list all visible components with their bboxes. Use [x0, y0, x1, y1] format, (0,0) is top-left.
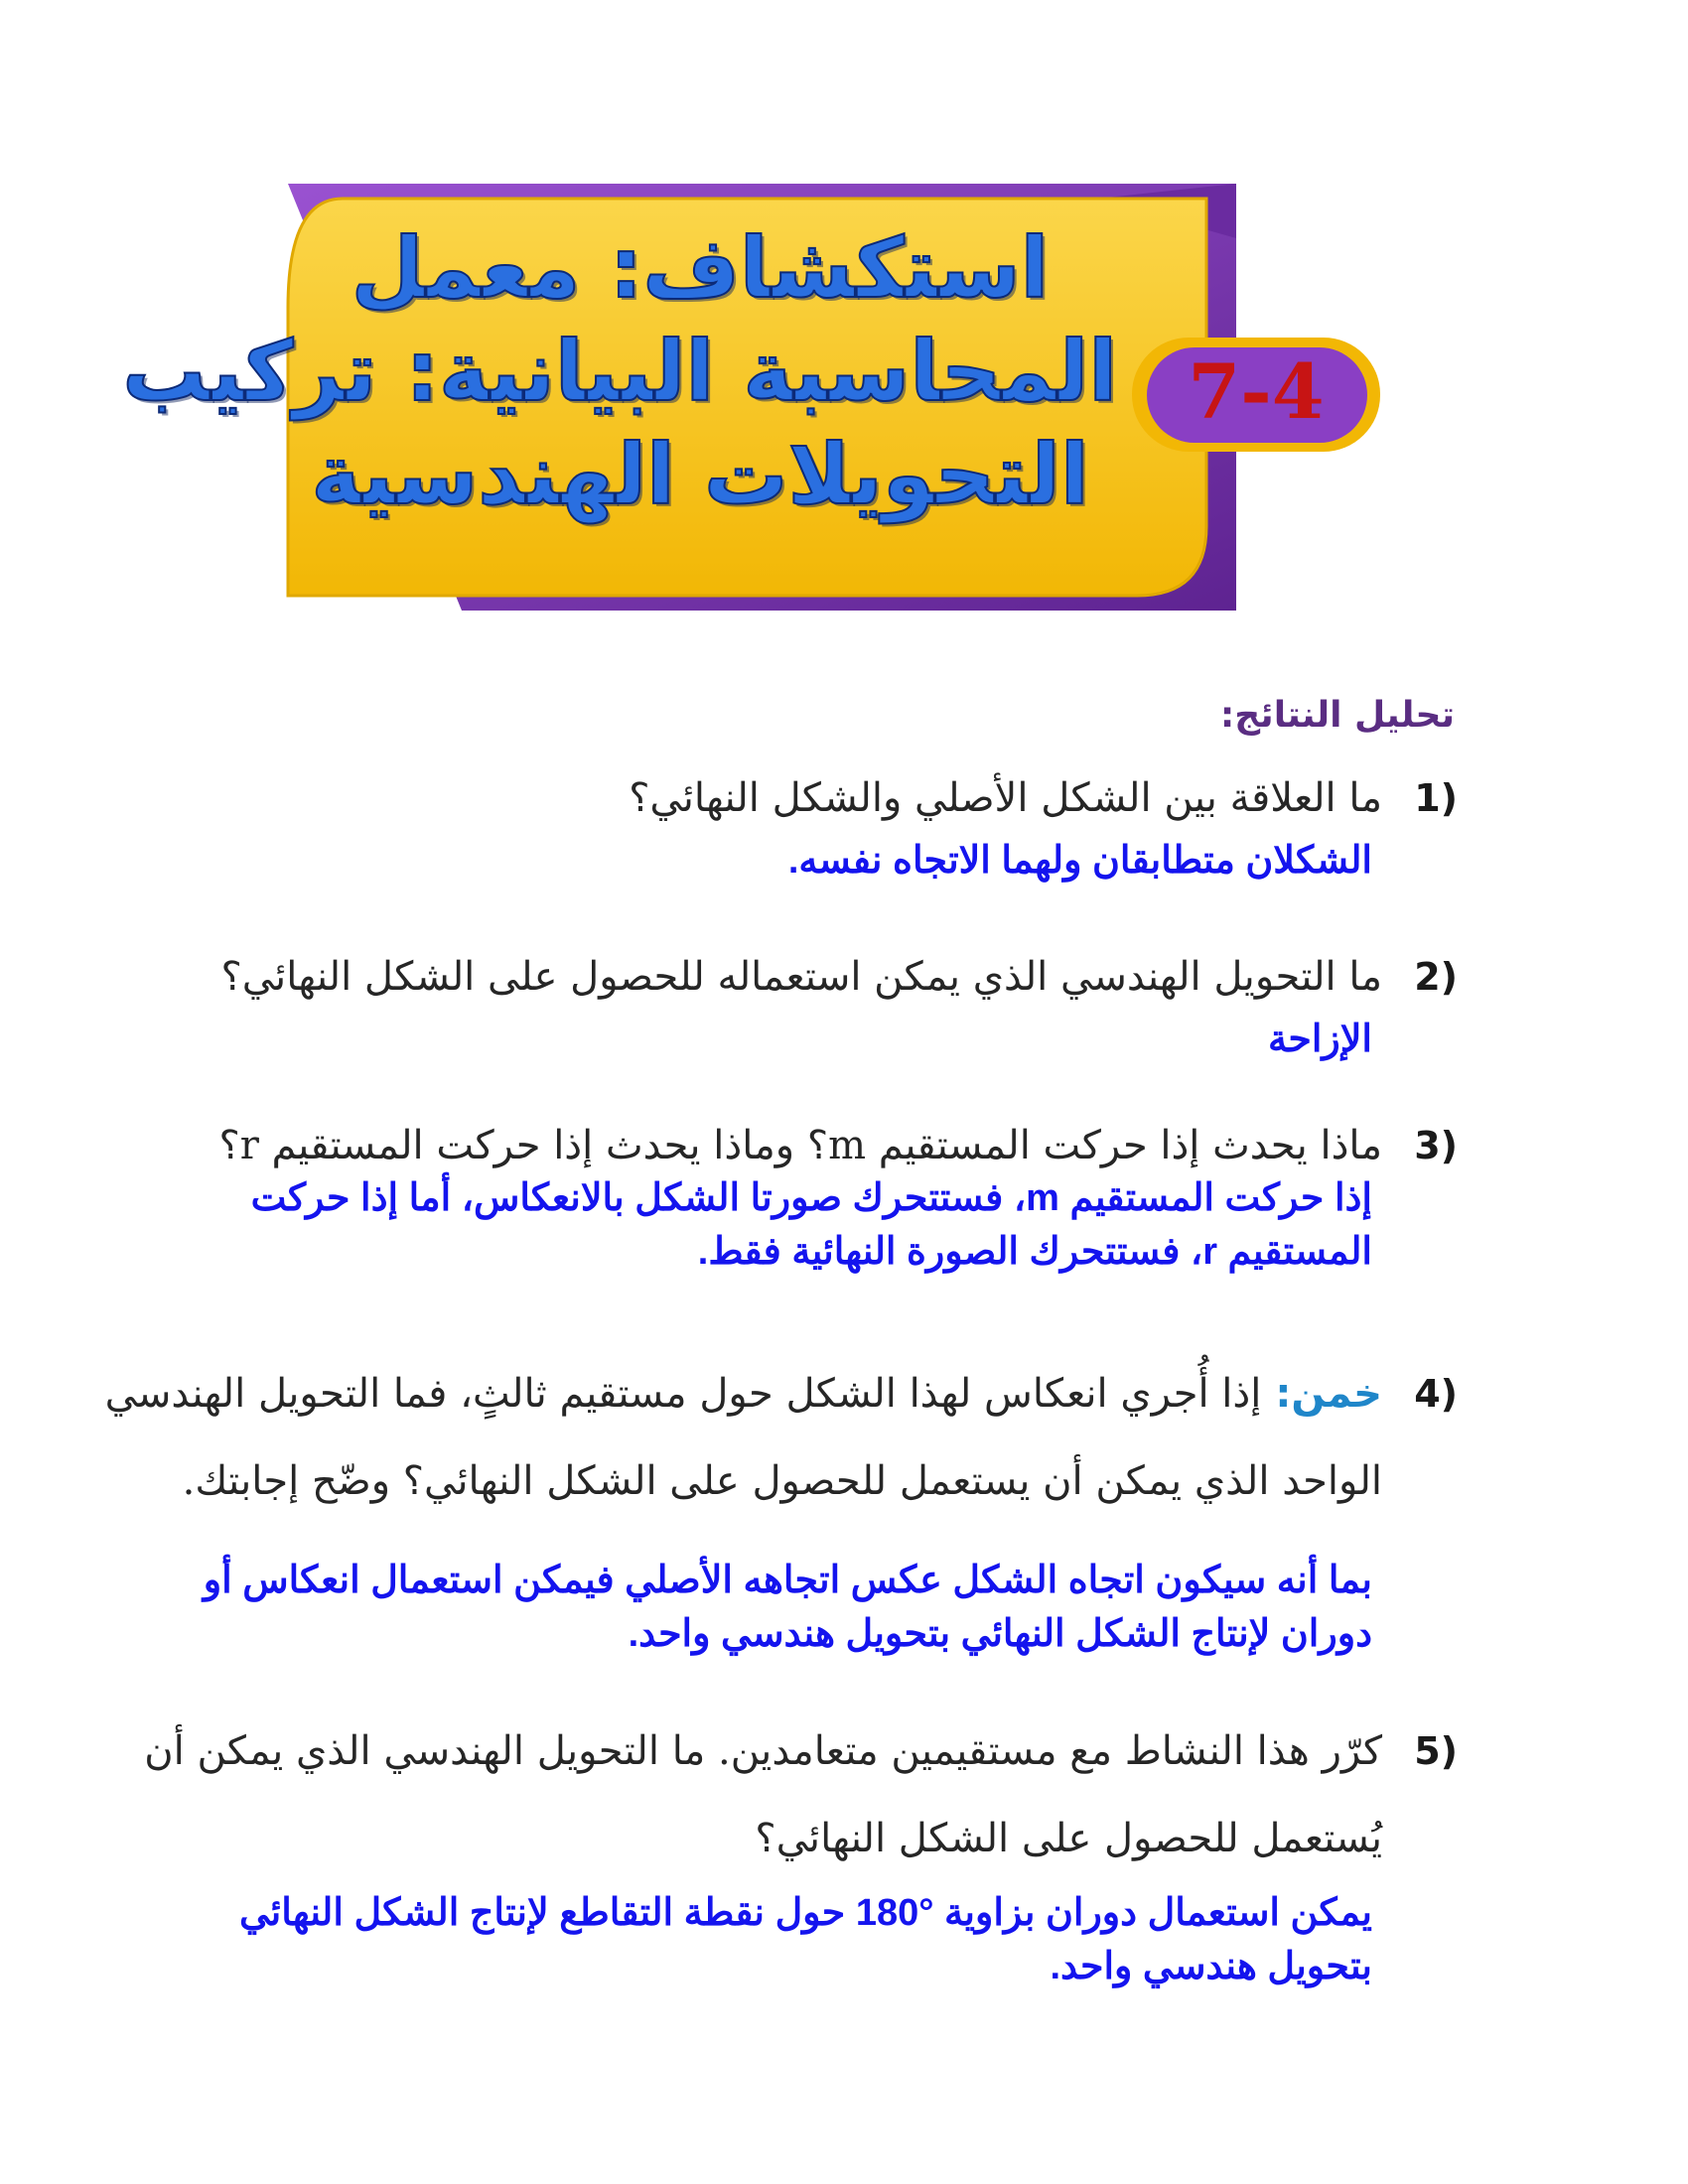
question-number: 4) [1414, 1372, 1458, 1416]
lesson-title [122, 216, 1117, 526]
answer-line: بما أنه سيكون اتجاه الشكل عكس اتجاهه الأصلي فيمكن استعمال انعكاس أو [203, 1560, 1372, 1601]
question-number: 5) [1414, 1729, 1458, 1773]
title-line-2: المحاسبة البيانية: تركيب [122, 323, 1117, 420]
question-text: ماذا يحدث إذا حركت المستقيم m؟ وماذا يحدث إذا حركت المستقيم r؟ [218, 1123, 1382, 1168]
answer-line: الشكلان متطابقان ولهما الاتجاه نفسه. [787, 840, 1372, 882]
answer-5 [239, 1886, 1372, 1993]
question-text: الواحد الذي يمكن أن يستعمل للحصول على الشكل النهائي؟ وضّح إجابتك. [182, 1458, 1382, 1504]
answer-line: إذا حركت المستقيم m، فستتحرك صورتا الشكل بالانعكاس، أما إذا حركت [250, 1177, 1372, 1219]
answer-line: بتحويل هندسي واحد. [1050, 1946, 1372, 1987]
answer-2 [1268, 1013, 1372, 1066]
answer-1 [788, 834, 1372, 887]
question-text: ما العلاقة بين الشكل الأصلي والشكل النهائي؟ [629, 775, 1382, 821]
lesson-number: 7-4 [1188, 347, 1325, 436]
answer-line: المستقيم r، فستتحرك الصورة النهائية فقط. [697, 1231, 1372, 1273]
answer-line: يمكن استعمال دوران بزاوية °180 حول نقطة التقاطع لإنتاج الشكل النهائي [239, 1892, 1372, 1934]
title-line-1: استكشاف: معمل [351, 219, 1050, 317]
answer-line: الإزاحة [1267, 1019, 1372, 1060]
question-text: يُستعمل للحصول على الشكل النهائي؟ [755, 1816, 1382, 1861]
question-text: ما التحويل الهندسي الذي يمكن استعماله للحصول على الشكل النهائي؟ [220, 954, 1382, 1000]
question-number: 1) [1414, 776, 1458, 820]
question-2 [220, 933, 1458, 1021]
question-number: 2) [1414, 955, 1458, 999]
question-text: كرّر هذا النشاط مع مستقيمين متعامدين. ما التحويل الهندسي الذي يمكن أن [144, 1728, 1382, 1774]
question-number: 3) [1414, 1124, 1458, 1167]
question-5 [144, 1707, 1458, 1882]
section-heading: تحليل النتائج: [1219, 695, 1455, 736]
question-1 [629, 754, 1458, 842]
lesson-title-banner [122, 179, 1395, 615]
question-4 [105, 1350, 1458, 1525]
title-line-3: التحويلات الهندسية [311, 426, 1089, 523]
answer-line: دوران لإنتاج الشكل النهائي بتحويل هندسي واحد. [628, 1613, 1372, 1655]
khammin-label: خمن: [1275, 1371, 1382, 1417]
answer-3 [251, 1171, 1372, 1279]
question-text: إذا أُجري انعكاس لهذا الشكل حول مستقيم ثالثٍ، فما التحويل الهندسي [104, 1371, 1262, 1417]
answer-4 [204, 1554, 1372, 1661]
